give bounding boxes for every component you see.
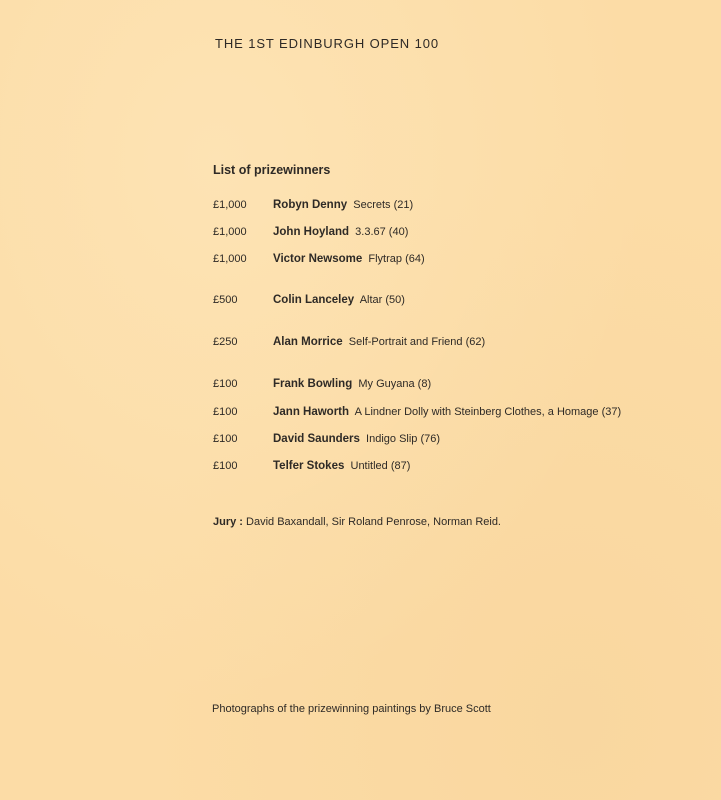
prize-entry xyxy=(273,226,408,238)
work-title: Untitled (87) xyxy=(350,460,411,472)
prize-entry xyxy=(273,460,410,472)
artist-name: Victor Newsome xyxy=(273,253,363,265)
artist-name: John Hoyland xyxy=(273,226,350,238)
prize-amount: £100 xyxy=(213,378,238,390)
prize-entry xyxy=(273,406,621,418)
prize-amount: £250 xyxy=(213,336,238,348)
prize-amount: £500 xyxy=(213,294,238,306)
work-title: Secrets (21) xyxy=(353,199,414,211)
prize-entry xyxy=(273,336,485,348)
artist-name: Alan Morrice xyxy=(273,336,343,348)
artist-name: Colin Lanceley xyxy=(273,294,355,306)
photo-credit: Photographs of the prizewinning paintings by Bruce Scott xyxy=(212,703,491,715)
document-title: THE 1ST EDINBURGH OPEN 100 xyxy=(215,36,439,51)
prize-amount: £100 xyxy=(213,433,238,445)
work-title: Indigo Slip (76) xyxy=(366,433,441,445)
work-title: A Lindner Dolly with Steinberg Clothes, a Homage (37) xyxy=(354,406,622,418)
work-title: Flytrap (64) xyxy=(368,253,425,265)
prize-amount: £1,000 xyxy=(213,226,247,238)
artist-name: Telfer Stokes xyxy=(273,460,345,472)
prize-list-heading: List of prizewinners xyxy=(213,163,331,177)
prize-entry xyxy=(273,433,440,445)
work-title: 3.3.67 (40) xyxy=(355,226,409,238)
artist-name: David Saunders xyxy=(273,433,360,445)
prize-entry xyxy=(273,294,405,306)
work-title: My Guyana (8) xyxy=(358,378,432,390)
prize-entry xyxy=(273,199,413,211)
artist-name: Robyn Denny xyxy=(273,199,348,211)
prize-amount: £1,000 xyxy=(213,199,247,211)
prize-amount: £100 xyxy=(213,406,238,418)
jury-line xyxy=(213,516,501,528)
jury-label: Jury : xyxy=(213,516,243,528)
prize-amount: £1,000 xyxy=(213,253,247,265)
work-title: Altar (50) xyxy=(359,294,405,306)
prize-amount: £100 xyxy=(213,460,238,472)
artist-name: Frank Bowling xyxy=(273,378,353,390)
prize-entry xyxy=(273,253,425,265)
work-title: Self-Portrait and Friend (62) xyxy=(348,336,486,348)
jury-members: David Baxandall, Sir Roland Penrose, Norman Reid. xyxy=(246,516,501,528)
artist-name: Jann Haworth xyxy=(273,406,350,418)
prize-entry xyxy=(273,378,431,390)
